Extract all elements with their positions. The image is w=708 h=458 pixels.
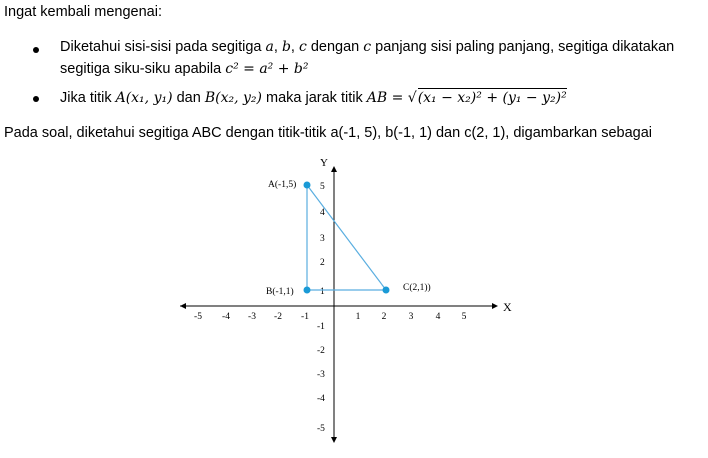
y-tick-label: 5: [320, 182, 325, 192]
y-tick-label: 2: [320, 258, 325, 268]
y-axis: [331, 166, 337, 443]
x-tick-label: 1: [355, 312, 361, 322]
bullet2-text-c: maka jarak titik: [261, 90, 367, 106]
y-tick-label: 4: [320, 208, 325, 218]
bullet2-text-a: Jika titik: [60, 90, 116, 106]
point-b: [304, 287, 311, 294]
y-tick-label: 3: [320, 234, 325, 244]
segment-ab: AB: [366, 90, 388, 106]
bullet1-text-b: dengan: [306, 39, 364, 55]
equals-sign: =: [387, 90, 408, 106]
y-tick-label: -1: [317, 322, 325, 332]
y-tick-label: 1: [320, 287, 325, 297]
x-tick-label: -3: [248, 312, 256, 322]
point-a: [304, 182, 311, 189]
x-axis-label: X: [503, 300, 512, 314]
var-a: a: [265, 39, 274, 55]
problem-text: Pada soal, diketahui segitiga ABC dengan titik-titik a(-1, 5), b(-1, 1) dan c(2, 1), digambarkan sebagai: [4, 125, 653, 141]
x-tick-label: -5: [194, 312, 202, 322]
x-tick-label: 4: [435, 312, 441, 322]
triangle-abc: [307, 185, 386, 290]
sqrt-sign: √: [407, 90, 417, 106]
var-c: c: [298, 39, 307, 55]
pythagoras-formula: c² = a² + b²: [225, 61, 309, 77]
point-b-label: B(-1,1): [266, 287, 294, 297]
sep: ,: [290, 39, 299, 55]
y-tick-label: -4: [317, 394, 325, 404]
x-tick-label: 5: [461, 312, 467, 322]
point-b-coords: B(x₂, y₂): [204, 90, 262, 106]
x-axis: [180, 303, 498, 309]
x-tick-label: -2: [274, 312, 282, 322]
edge-ca: [307, 185, 386, 290]
x-tick-label: -1: [301, 312, 309, 322]
point-a-label: A(-1,5): [268, 180, 297, 190]
bullet1-text-c: panjang sisi paling panjang, segitiga dikatakan: [371, 39, 675, 55]
y-tick-label: -5: [317, 424, 325, 434]
bullet1-text-a: Diketahui sisi-sisi pada segitiga: [60, 39, 266, 55]
point-a-coords: A(x₁, y₁): [115, 90, 173, 106]
y-tick-label: -3: [317, 370, 325, 380]
sep: ,: [273, 39, 282, 55]
distance-radicand: (x₁ − x₂)² + (y₁ − y₂)²: [417, 90, 567, 106]
point-c-label: C(2,1)): [403, 283, 431, 293]
x-tick-label: -4: [222, 312, 230, 322]
x-tick-label: 3: [408, 312, 414, 322]
var-c: c: [363, 39, 372, 55]
y-axis-label: Y: [320, 157, 328, 169]
bullet2-text-b: dan: [172, 90, 205, 106]
var-b: b: [281, 39, 291, 55]
bullet1-line2-text: segitiga siku-siku apabila: [60, 61, 226, 77]
point-c: [383, 287, 390, 294]
y-tick-label: -2: [317, 346, 325, 356]
intro-text: Ingat kembali mengenai:: [4, 4, 162, 20]
x-tick-label: 2: [381, 312, 387, 322]
